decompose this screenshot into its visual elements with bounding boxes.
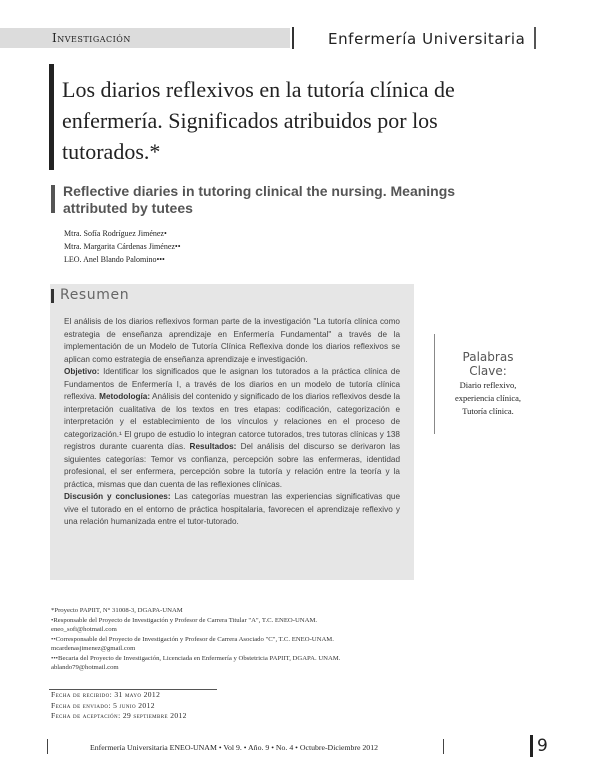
keywords-accent-bar <box>434 334 435 434</box>
header-band <box>0 28 290 48</box>
abstract-main <box>64 366 400 491</box>
results-label: Resultados: <box>189 442 237 451</box>
keyword: experiencia clínica, <box>454 393 522 403</box>
abstract-conclusion <box>64 491 400 529</box>
author: LEO. Anel Blando Palomino••• <box>64 255 165 264</box>
method-label: Metodología: <box>99 392 151 401</box>
english-title: Reflective diaries in tutoring clinical the nursing. Meanings attributed by tutees <box>63 183 456 216</box>
footnotes <box>51 606 411 673</box>
footnote: •Responsable del Proyecto de Investigación y Profesor de Carrera Titular "A", T.C. ENEO-UNAM. <box>51 616 318 624</box>
keywords-heading-line2: Clave: <box>469 364 507 378</box>
author-list <box>64 227 181 266</box>
abstract-body <box>64 316 400 529</box>
footnote-email: eneo_sofi@hotmail.com <box>51 626 117 633</box>
keywords-list <box>438 379 538 418</box>
date-accepted: Fecha de aceptación: 29 septiembre 2012 <box>51 711 187 720</box>
page-number-bar <box>530 735 533 757</box>
conclusion-text: Las categorías muestran las experiencias significativas que vive el tutorado en el entorno de práctica hospitalaria, favorecen el aprendizaje reflexivo y una relación humanizada entre el tutor-tutorado. <box>64 492 401 526</box>
keywords-heading <box>438 350 538 378</box>
title-accent-bar <box>49 64 54 170</box>
article-title: Los diarios reflexivos en la tutoría clínica de enfermería. Significados atribuidos por los tutorados.* <box>62 77 455 164</box>
header-divider-right <box>534 27 536 49</box>
results-text: Del análisis del discurso se derivaron las siguientes categorías: Temor vs confianza, percepción sobre las enfermeras, identidad profesional, el ser enfermera, percepción sobre la tutoría y relación entre la teoría y la práctica, mismas que dan cuenta de las reflexiones clínicas. <box>64 442 400 489</box>
abstract-accent-bar <box>51 289 54 303</box>
keyword: Diario reflexivo, <box>459 380 517 390</box>
abstract-intro: El análisis de los diarios reflexivos forman parte de la investigación "La tutoría clínica como estrategia de enseñanza aprendizaje en Enfermería Fundamental" a través de la implementación de un Modelo de Tutoría Clínica Reflexiva donde los diarios reflexivos se aplican como estrategia de enseñanza aprendizaje e investigación. <box>64 317 400 364</box>
footer-citation: Enfermería Universitaria ENEO-UNAM • Vol 9. • Año. 9 • No. 4 • Octubre-Diciembre 2012 <box>90 743 379 752</box>
date-sent: Fecha de enviado: 5 junio 2012 <box>51 700 155 710</box>
article-dates <box>51 690 187 722</box>
page-number: 9 <box>537 736 548 756</box>
abstract-heading: Resumen <box>60 287 130 303</box>
section-label: Investigación <box>52 31 131 45</box>
journal-name: Enfermería Universitaria <box>328 30 526 48</box>
footer-divider-left <box>47 739 48 754</box>
author: Mtra. Margarita Cárdenas Jiménez•• <box>64 242 181 251</box>
footnote-email: mcardenasjimenez@gmail.com <box>51 645 136 652</box>
date-received: Fecha de recibido: 31 mayo 2012 <box>51 690 161 699</box>
footer-divider-right <box>443 739 444 754</box>
footnote-email: ablando79@hotmail.com <box>51 664 119 671</box>
header-divider <box>292 27 294 49</box>
author: Mtra. Sofía Rodríguez Jiménez• <box>64 229 167 238</box>
footnote: •••Becaria del Proyecto de Investigación, Licenciada en Enfermería y Obstetricia PAPIIT, DGAPA. UNAM. <box>51 654 341 662</box>
english-title-accent-bar <box>51 185 55 213</box>
objective-text: Identificar los significados que le asignan los tutorados a la práctica clínica de Fundamentos de Enfermería I, a través de los diarios en un modelo de tutoría clínica reflexiva. <box>64 367 400 401</box>
footnote: ••Corresponsable del Proyecto de Investigación y Profesor de Carrera Asociado "C", T.C. ENEO-UNAM. <box>51 635 334 643</box>
method-text: Análisis del contenido y significado de los diarios reflexivos desde la interpretación cualitativa de los textos en tres etapas: codificación, categorización e interpretación y el establecimiento de los vínculos y relaciones en el proceso de categorización.¹ El grupo de estudio lo integran catorce tutorados, tres tutoras clínicas y 138 registros durante cuarenta días. <box>64 392 401 451</box>
conclusion-label: Discusión y conclusiones: <box>64 492 171 501</box>
keywords-heading-line1: Palabras <box>462 350 514 364</box>
keyword: Tutoría clínica. <box>462 406 514 416</box>
footnote: *Proyecto PAPIIT, N° 31008-3, DGAPA-UNAM <box>51 607 183 614</box>
objective-label: Objetivo: <box>64 367 100 376</box>
